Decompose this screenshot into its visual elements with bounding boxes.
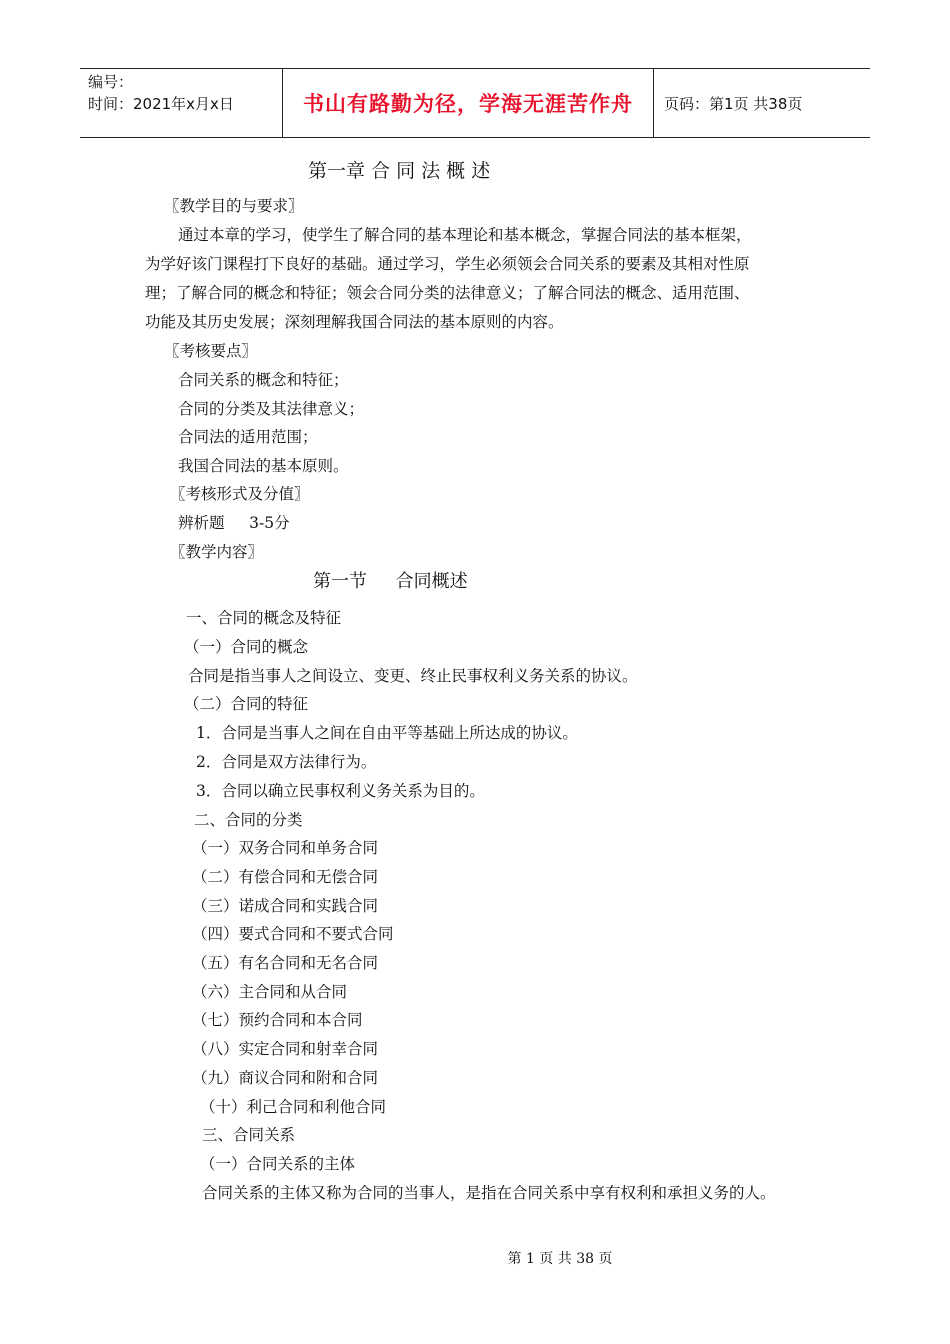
body-line: 合同是指当事人之间设立、变更、终止民事权利义务关系的协议。 [188,667,638,685]
exam-point-item: 我国合同法的基本原则。 [178,457,349,475]
body-line: （三）诺成合同和实践合同 [192,897,379,915]
body-line: （六）主合同和从合同 [192,983,348,1001]
body-line: 一、合同的概念及特征 [186,609,342,627]
paragraph-line: 理；了解合同的概念和特征；领会合同分类的法律意义；了解合同法的概念、适用范围、 [145,284,750,302]
exam-point-item: 合同的分类及其法律意义； [178,400,365,418]
body-line: （四）要式合同和不要式合同 [192,925,394,943]
exam-points-heading: 〖考核要点〗 [164,342,258,360]
header-page-info: 页码：第1页 共38页 [664,94,803,113]
body-line: （十）利己合同和利他合同 [200,1098,387,1116]
header-left [80,69,282,137]
body-line: 三、合同关系 [202,1126,296,1144]
body-line: （一）合同关系的主体 [200,1155,356,1173]
motto: 书山有路勤为径，学海无涯苦作舟 [303,92,633,116]
paragraph-line: 为学好该门课程打下良好的基础。通过学习，学生必须领会合同关系的要素及其相对性原 [145,255,750,273]
body-line: （九）商议合同和附和合同 [192,1069,379,1087]
body-line: 3．合同以确立民事权利义务关系为目的。 [196,782,485,800]
teaching-content-heading: 〖教学内容〗 [170,543,264,561]
chapter-title: 第一章 合 同 法 概 述 [308,160,491,182]
paragraph-line: 通过本章的学习，使学生了解合同的基本理论和基本概念，掌握合同法的基本框架， [178,226,752,244]
exam-point-item: 合同关系的概念和特征； [178,371,349,389]
body-line: （二）合同的特征 [184,695,309,713]
teaching-goal-heading: 〖教学目的与要求〗 [164,197,304,215]
body-line: （一）合同的概念 [184,638,309,656]
number-label: 编号： [88,73,134,91]
body-line: （一）双务合同和单务合同 [192,839,379,857]
body-line: 合同关系的主体又称为合同的当事人，是指在合同关系中享有权利和承担义务的人。 [202,1184,776,1202]
header-motto-cell [282,69,654,137]
body-line: （七）预约合同和本合同 [192,1011,363,1029]
exam-form-value: 辨析题 3-5分 [178,514,290,532]
body-line: 1．合同是当事人之间在自由平等基础上所达成的协议。 [196,724,578,742]
body-line: （五）有名合同和无名合同 [192,954,379,972]
time-label: 时间：2021年x月x日 [88,95,234,113]
body-line: 2．合同是双方法律行为。 [196,753,377,771]
body-line: （八）实定合同和射幸合同 [192,1040,379,1058]
exam-point-item: 合同法的适用范围； [178,428,318,446]
page-header [80,68,870,138]
section-title: 第一节 合同概述 [313,571,468,592]
exam-form-heading: 〖考核形式及分值〗 [170,485,310,503]
page-footer: 第 1 页 共 38 页 [507,1251,613,1267]
paragraph-line: 功能及其历史发展；深刻理解我国合同法的基本原则的内容。 [145,313,564,331]
body-line: 二、合同的分类 [194,811,303,829]
body-line: （二）有偿合同和无偿合同 [192,868,379,886]
